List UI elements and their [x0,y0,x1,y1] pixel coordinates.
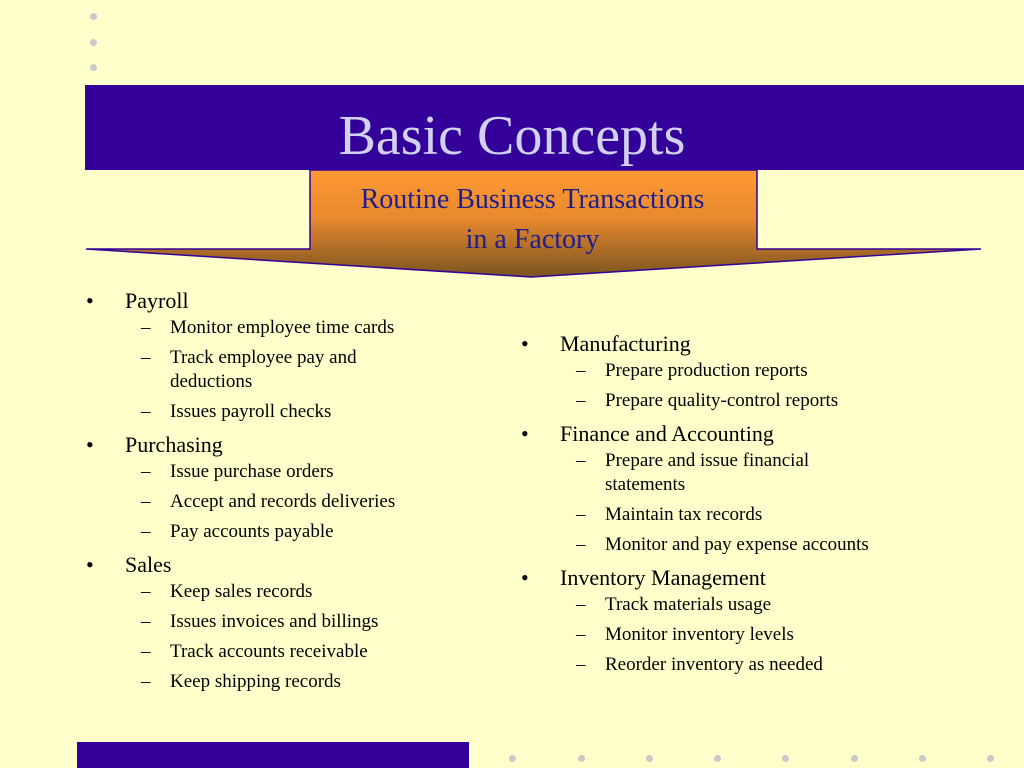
sub-list-item [560,449,941,497]
sub-list [560,449,941,557]
decor-dot [646,755,653,762]
sub-item-label: Track accounts receivable [170,641,368,662]
bullet-label: Purchasing [125,432,223,457]
dash-marker: – [141,491,151,512]
decor-dot [987,755,994,762]
bullet-marker: • [86,288,94,313]
sub-list-item [125,610,486,634]
bullet-marker: • [521,331,529,356]
sub-list-item [560,653,941,677]
dash-marker: – [141,611,151,632]
list-item [521,329,941,413]
sub-list-item [125,490,486,514]
sub-list [560,593,941,677]
sub-list-item [125,400,486,424]
decor-dot [509,755,516,762]
list-item [521,563,941,677]
subtitle-line-1: Routine Business Transactions [360,184,705,215]
left-bullet-list [86,286,486,694]
bullet-label: Manufacturing [560,331,691,356]
sub-list-item [125,640,486,664]
dash-marker: – [141,317,151,338]
bullet-label: Inventory Management [560,565,766,590]
dash-marker: – [576,504,586,525]
sub-list-item [125,460,486,484]
bullet-marker: • [521,421,529,446]
sub-list-item [125,670,486,694]
sub-list [125,316,486,424]
decor-dot [851,755,858,762]
sub-list-item [560,623,941,647]
sub-list-item [125,520,486,544]
sub-list-item [560,593,941,617]
bullet-label: Payroll [125,288,189,313]
decor-dot [919,755,926,762]
sub-item-label: Issues invoices and billings [170,611,379,632]
slide-subtitle [310,180,755,260]
sub-item-label: Issue purchase orders [170,461,334,482]
dash-marker: – [141,521,151,542]
dash-marker: – [576,534,586,555]
list-item [86,286,486,424]
dash-marker: – [576,450,586,471]
dash-marker: – [141,641,151,662]
bullet-marker: • [521,565,529,590]
bullet-label: Sales [125,552,172,577]
bullet-marker: • [86,552,94,577]
sub-item-label: Reorder inventory as needed [605,654,823,675]
decor-dot [714,755,721,762]
bullet-marker: • [86,432,94,457]
sub-item-label: Accept and records deliveries [170,491,396,512]
dash-marker: – [141,347,151,368]
sub-list-item [125,580,486,604]
sub-list-item [125,316,486,340]
sub-item-label: Issues payroll checks [170,401,332,422]
sub-item-label: Monitor inventory levels [605,624,794,645]
decor-dot [578,755,585,762]
dash-marker: – [141,401,151,422]
sub-item-label: Keep shipping records [170,671,341,692]
dash-marker: – [576,594,586,615]
dash-marker: – [141,671,151,692]
decor-dot [782,755,789,762]
list-item [521,419,941,557]
dash-marker: – [576,390,586,411]
right-column [521,329,941,683]
sub-list [125,580,486,694]
sub-item-label: Maintain tax records [605,504,763,525]
sub-list-item [560,503,941,527]
sub-item-label: Prepare quality-control reports [605,390,839,411]
dash-marker: – [141,581,151,602]
subtitle-line-2: in a Factory [465,224,600,255]
dash-marker: – [141,461,151,482]
sub-item-label: Pay accounts payable [170,521,334,542]
sub-item-label: Monitor employee time cards [170,317,395,338]
sub-list-item [125,346,486,394]
sub-list-item [560,389,941,413]
bottom-bar [77,742,469,768]
sub-item-label: Track materials usage [605,594,772,615]
sub-item-label: Monitor and pay expense accounts [605,534,869,555]
left-column [86,286,486,700]
sub-item-label: Prepare production reports [605,360,808,381]
dash-marker: – [576,624,586,645]
dash-marker: – [576,360,586,381]
list-item [86,430,486,544]
sub-list [560,359,941,413]
sub-item-label: Keep sales records [170,581,313,602]
sub-list-item [560,533,941,557]
sub-item-label: Prepare and issue financial statements [605,450,810,495]
slide-title: Basic Concepts [338,105,686,167]
bullet-label: Finance and Accounting [560,421,774,446]
sub-item-label: Track employee pay and deductions [170,347,357,392]
list-item [86,550,486,694]
sub-list [125,460,486,544]
sub-list-item [560,359,941,383]
dash-marker: – [576,654,586,675]
right-bullet-list [521,329,941,677]
